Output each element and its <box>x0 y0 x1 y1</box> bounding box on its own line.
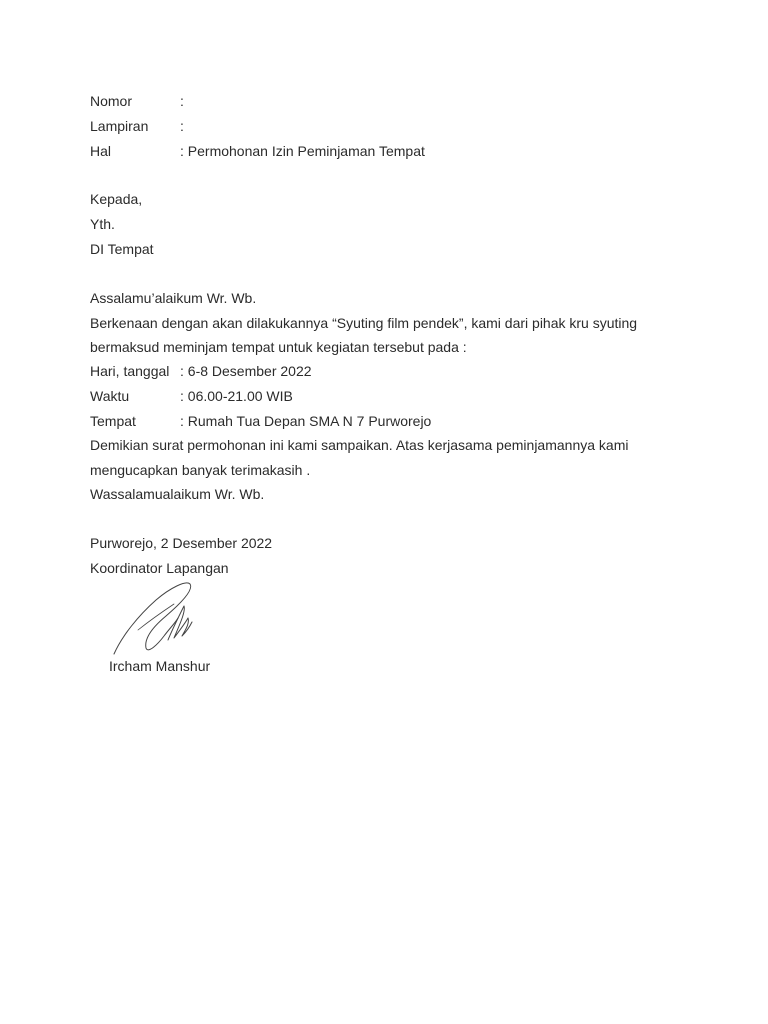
detail-place-label: Tempat <box>90 413 136 429</box>
place-date: Purworejo, 2 Desember 2022 <box>90 535 273 551</box>
paragraph-line-2: bermaksud meminjam tempat untuk kegiatan tersebut pada : <box>90 339 467 355</box>
closing-line-2: mengucapkan banyak terimakasih . <box>90 462 311 478</box>
signatory-name: Ircham Manshur <box>109 658 211 674</box>
signatory-position: Koordinator Lapangan <box>90 560 229 576</box>
hal-value: : Permohonan Izin Peminjaman Tempat <box>180 143 425 159</box>
lampiran-value: : <box>180 118 184 134</box>
handwritten-signature <box>108 578 208 658</box>
detail-date-label: Hari, tanggal <box>90 363 170 379</box>
recipient-line-1: Kepada, <box>90 191 143 207</box>
farewell: Wassalamualaikum Wr. Wb. <box>90 486 265 502</box>
detail-time-label: Waktu <box>90 388 130 404</box>
detail-place-value: : Rumah Tua Depan SMA N 7 Purworejo <box>180 413 432 429</box>
closing-line-1: Demikian surat permohonan ini kami sampaikan. Atas kerjasama peminjamannya kami <box>90 437 629 453</box>
greeting: Assalamu’alaikum Wr. Wb. <box>90 290 257 306</box>
detail-time-value: : 06.00-21.00 WIB <box>180 388 293 404</box>
signature-stroke-main <box>114 583 191 654</box>
hal-label: Hal <box>90 143 112 159</box>
lampiran-label: Lampiran <box>90 118 149 134</box>
signature-stroke-tail <box>138 604 174 630</box>
nomor-label: Nomor <box>90 93 133 109</box>
paragraph-line-1: Berkenaan dengan akan dilakukannya “Syuting film pendek”, kami dari pihak kru syuting <box>90 315 638 331</box>
recipient-line-2: Yth. <box>90 216 115 232</box>
nomor-value: : <box>180 93 184 109</box>
detail-date-value: : 6-8 Desember 2022 <box>180 363 312 379</box>
recipient-line-3: DI Tempat <box>90 241 154 257</box>
